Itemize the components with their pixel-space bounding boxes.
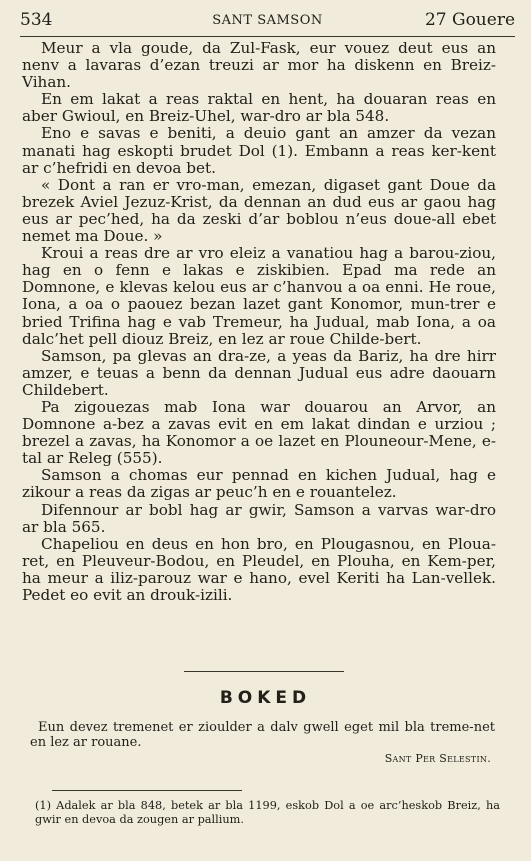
main-text	[22, 40, 496, 604]
running-date: 27 Gouere	[424, 10, 515, 30]
paragraph: Eno e savas e beniti, a deuio gant an amzer da vezan manati hag eskopti brudet Dol (1). Embann a reas ker-kent ar c’hefridi en devoa bet.	[22, 124, 496, 177]
paragraph: Samson a chomas eur pennad en kichen Judual, hag e zikour a reas da zigas ar peuc’h en e rouantelez.	[22, 466, 496, 502]
quotation: Eun devez tremenet er zioulder a dalv gwell eget mil bla treme-net en lez ar rouane.	[30, 720, 495, 750]
paragraph: « Dont a ran er vro-man, emezan, digaset gant Doue da brezek Aviel Jezuz-Krist, da dennan an dud eus ar gaou hag eus ar pec’hed, ha da zeski d’ar boblou n’eus doue-all ebet nemet ma Doue. »	[22, 175, 496, 246]
paragraph: Samson, pa glevas an dra-ze, a yeas da Bariz, ha dre hirr amzer, e teuas a benn da dennan Judual eus adre daouarn Childebert.	[22, 346, 496, 399]
quotation-attribution: Sant Per Selestin.	[384, 752, 491, 765]
paragraph: Chapeliou en deus en hon bro, en Plougasnou, en Ploua-ret, en Pleuveur-Bodou, en Pleudel, en Plouha, en Kem-per, ha meur a iliz-parouz war e hano, evel Keriti ha Lan-vellek. Pedet eo evit an drouk-izili.	[22, 534, 496, 604]
page-number: 534	[20, 10, 53, 30]
running-header	[20, 10, 515, 37]
paragraph: Meur a vla goude, da Zul-Fask, eur vouez deut eus an nenv a lavaras d’ezan treuzi ar mor ha diskenn en Breiz-Vihan.	[22, 39, 496, 92]
paragraph: Kroui a reas dre ar vro eleiz a vanatiou hag a barou-ziou, hag en o fenn e lakas e ziskibien. Epad ma rede an Domnone, e klevas kelou eus ar c’hanvou a oa enni. He roue, Iona, a oa o paouez bezan lazet gant Konomor, mun-trer e bried Trifina hag e vab Tremeur, ha Judual, mab Iona, a oa dalc’het pell diouz Breiz, en lez ar roue Childe-bert.	[22, 244, 496, 348]
footnote: (1) Adalek ar bla 848, betek ar bla 1199, eskob Dol a oe arc’heskob Breiz, ha gwir en devoa da zougen ar pallium.	[35, 799, 500, 826]
paragraph: Difennour ar bobl hag ar gwir, Samson a varvas war-dro ar bla 565.	[22, 500, 496, 536]
footnote-divider	[52, 790, 242, 791]
section-heading: BOKED	[219, 688, 312, 708]
section-divider	[184, 671, 344, 672]
paragraph: En em lakat a reas raktal en hent, ha douaran reas en aber Gwioul, en Breiz-Uhel, war-dro ar bla 548.	[22, 90, 496, 126]
running-title: SANT SAMSON	[212, 13, 323, 28]
paragraph: Pa zigouezas mab Iona war douarou an Arvor, an Domnone a-bez a zavas evit en em lakat dindan e urziou ; brezel a zavas, ha Konomor a oe lazet en Plouneour-Mene, e-tal ar Releg (555).	[22, 397, 496, 468]
